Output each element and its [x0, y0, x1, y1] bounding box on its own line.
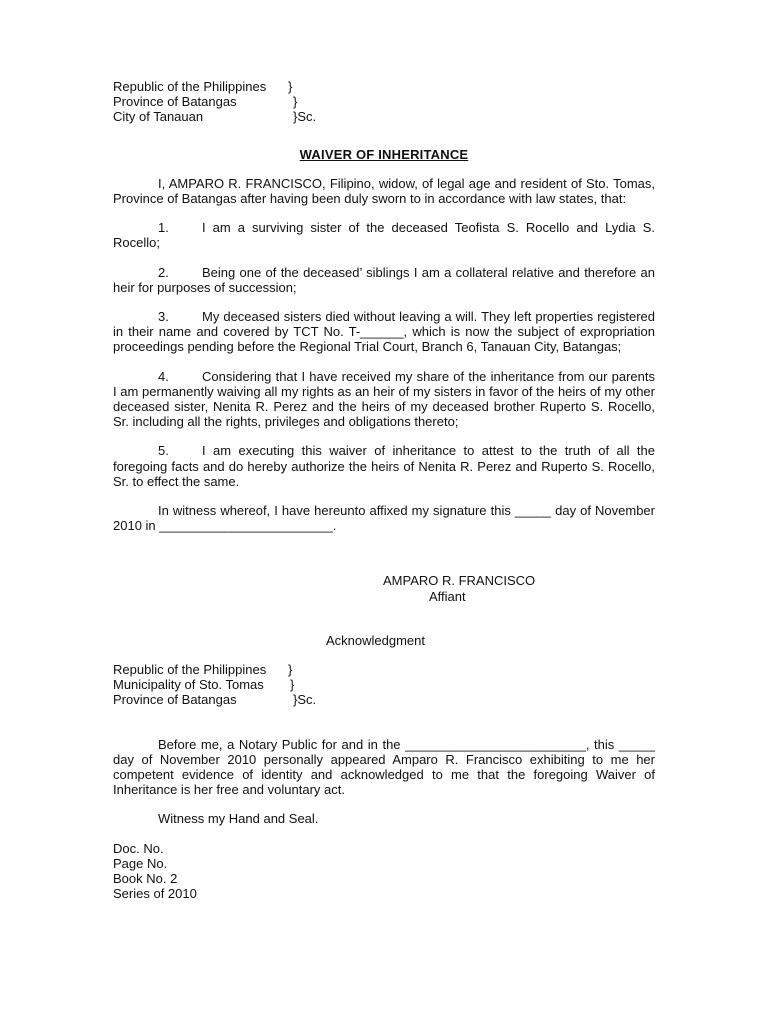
- numbered-item: [113, 265, 655, 295]
- caption-text: Republic of the Philippines: [113, 662, 267, 678]
- numbered-item: [113, 369, 655, 430]
- numbered-item: [113, 443, 655, 489]
- caption-text: Municipality of Sto. Tomas: [113, 677, 264, 693]
- caption-text: Province of Batangas: [113, 94, 237, 110]
- caption-line: [113, 109, 655, 124]
- notarial-register: [113, 841, 655, 902]
- witness-hand-seal: Witness my Hand and Seal.: [158, 811, 319, 827]
- doc-no: Doc. No.: [113, 840, 164, 856]
- item-text: I am a surviving sister of the deceased Teofista S. Rocello and Lydia S. Rocello;: [113, 220, 655, 251]
- caption-line: [113, 94, 655, 109]
- series: Series of 2010: [113, 886, 197, 902]
- caption-line: [113, 677, 655, 692]
- acknowledgment-body: Before me, a Notary Public for and in the _________________________, this _____ day of November 2010 personally appeared Amparo R. Francisco exhibiting to me her competent evidence of identity and acknowledged to me that the foregoing Waiver of Inheritance is her free and voluntary act.: [113, 736, 655, 798]
- item-number: 4.: [158, 368, 169, 384]
- caption-line: [113, 662, 655, 677]
- caption-text: City of Tanauan: [113, 109, 204, 125]
- caption-brace: }: [293, 94, 298, 110]
- witness-paragraph: In witness whereof, I have hereunto affixed my signature this _____ day of November 2010 in ________________________.: [113, 503, 655, 534]
- document-title: WAIVER OF INHERITANCE: [299, 146, 469, 162]
- caption-brace: }: [288, 662, 293, 678]
- signatory-name: AMPARO R. FRANCISCO: [383, 573, 536, 589]
- item-text: I am executing this waiver of inheritance to attest to the truth of all the foregoing facts and do hereby authorize the heirs of Nenita R. Perez and Ruperto S. Rocello, Sr. to effect the same.: [113, 443, 655, 489]
- item-text: Being one of the deceased’ siblings I am a collateral relative and therefore an heir for purposes of succession;: [113, 264, 655, 295]
- caption-brace: }Sc.: [293, 692, 317, 708]
- item-text: My deceased sisters died without leaving a will. They left properties registered in their name and covered by TCT No. T-______, which is now the subject of expropriation proceedings pending before the Regional Trial Court, Branch 6, Tanauan City, Batangas;: [113, 308, 655, 355]
- caption-text: Republic of the Philippines: [113, 79, 267, 94]
- venue-caption: [113, 79, 655, 125]
- signature-block: [383, 573, 655, 603]
- caption-line: [113, 79, 655, 94]
- item-number: 1.: [158, 220, 169, 236]
- page-no: Page No.: [113, 855, 168, 871]
- acknowledgment-venue-caption: [113, 662, 655, 708]
- caption-text: Province of Batangas: [113, 692, 237, 708]
- intro-paragraph: I, AMPARO R. FRANCISCO, Filipino, widow, of legal age and resident of Sto. Tomas, Province of Batangas after having been duly sworn to in accordance with law states, that:: [113, 175, 655, 206]
- caption-brace: }: [290, 677, 295, 693]
- item-number: 5.: [158, 443, 169, 459]
- signatory-role: Affiant: [429, 588, 466, 604]
- document-page: [113, 79, 655, 901]
- book-no: Book No. 2: [113, 870, 178, 886]
- item-text: Considering that I have received my share of the inheritance from our parents I am permanently waiving all my rights as an heir of my sisters in favor of the heirs of my other deceased sister, Nenita R. Perez and the heirs of my deceased brother Ruperto S. Rocello, Sr. including all the rights, privileges and obligations thereto;: [113, 368, 655, 430]
- caption-brace: }Sc.: [293, 109, 317, 125]
- caption-brace: }: [288, 79, 293, 94]
- item-number: 2.: [158, 264, 169, 280]
- caption-line: [113, 692, 655, 707]
- item-number: 3.: [158, 308, 169, 324]
- numbered-item: [113, 309, 655, 355]
- acknowledgment-title: Acknowledgment: [326, 632, 425, 648]
- numbered-item: [113, 220, 655, 250]
